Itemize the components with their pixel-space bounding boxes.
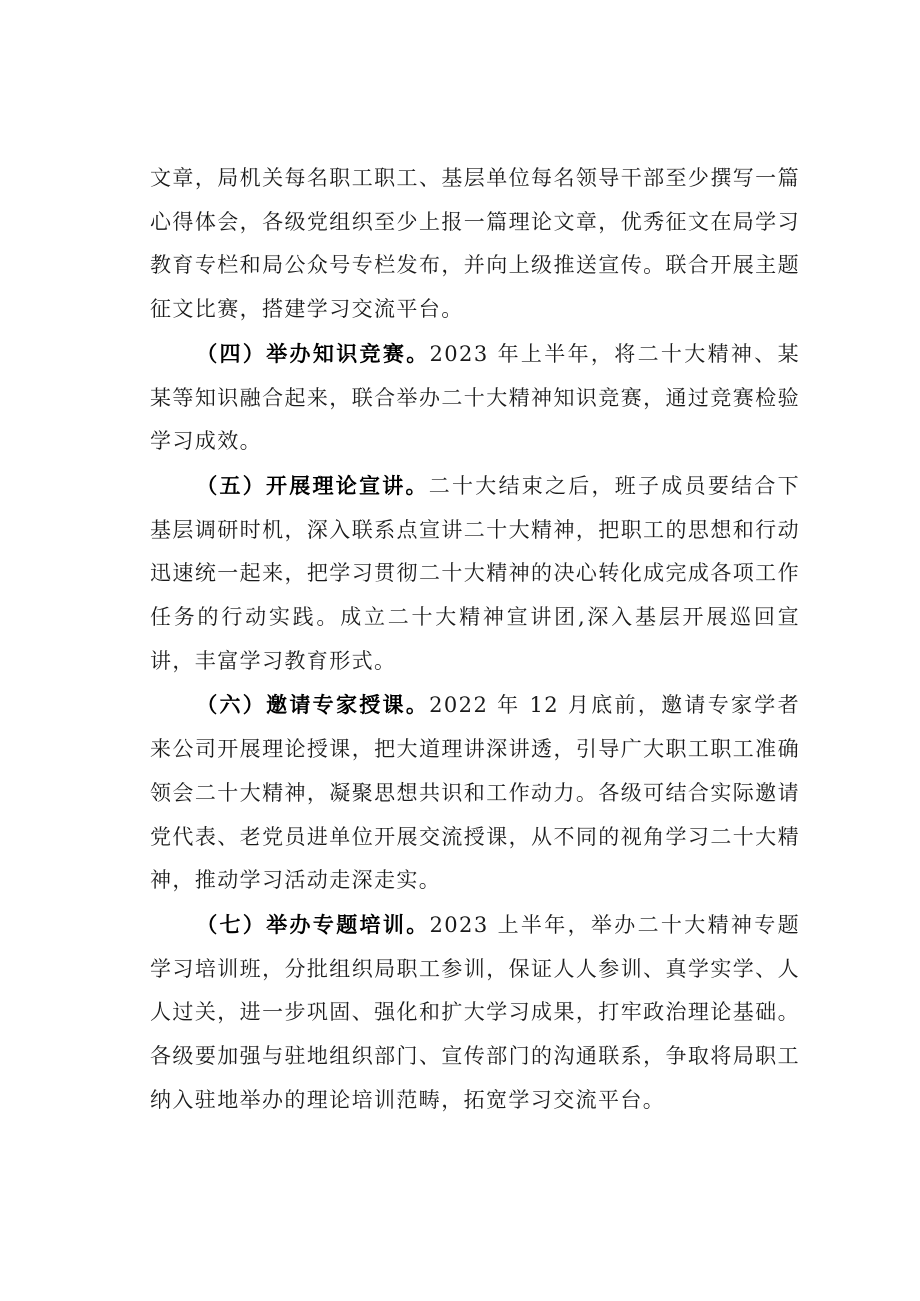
paragraph-text: 2023 上半年，举办二十大精神专题学习培训班，分批组织局职工参训，保证人人参训、真学实学、人人过关，进一步巩固、强化和扩大学习成果，打牢政治理论基础。各级要加强与驻地组织部门、宣传部门的沟通联系，争取将局职工纳入驻地举办的理论培训范畴，拓宽学习交流平台。 (150, 912, 800, 1112)
paragraph-theory-lecture (150, 464, 800, 684)
section-heading-6: （六）邀请专家授课。 (196, 692, 430, 718)
paragraph-text: 2023 年上半年，将二十大精神、某某等知识融合起来，联合举办二十大精神知识竞赛，通过竞赛检验学习成效。 (150, 341, 800, 454)
paragraph-text: 2022 年 12 月底前，邀请专家学者来公司开展理论授课，把大道理讲深讲透，引导广大职工职工准确领会二十大精神，凝聚思想共识和工作动力。各级可结合实际邀请党代表、老党员进单位开展交流授课，从不同的视角学习二十大精神，推动学习活动走深走实。 (150, 693, 800, 893)
paragraph-continuation (150, 157, 800, 332)
document-body (150, 157, 800, 1122)
section-heading-4: （四）举办知识竞赛。 (196, 340, 430, 366)
paragraph-expert-lecture (150, 683, 800, 903)
paragraph-special-training (150, 903, 800, 1123)
paragraph-knowledge-contest (150, 332, 800, 464)
section-heading-7: （七）举办专题培训。 (196, 911, 430, 937)
paragraph-text: 文章，局机关每名职工职工、基层单位每名领导干部至少撰写一篇心得体会，各级党组织至少上报一篇理论文章，优秀征文在局学习教育专栏和局公众号专栏发布，并向上级推送宣传。联合开展主题征文比赛，搭建学习交流平台。 (150, 166, 800, 322)
paragraph-text: 二十大结束之后，班子成员要结合下基层调研时机，深入联系点宣讲二十大精神，把职工的思想和行动迅速统一起来，把学习贯彻二十大精神的决心转化成完成各项工作任务的行动实践。成立二十大精神宣讲团,深入基层开展巡回宣讲，丰富学习教育形式。 (150, 473, 800, 673)
section-heading-5: （五）开展理论宣讲。 (196, 472, 429, 498)
